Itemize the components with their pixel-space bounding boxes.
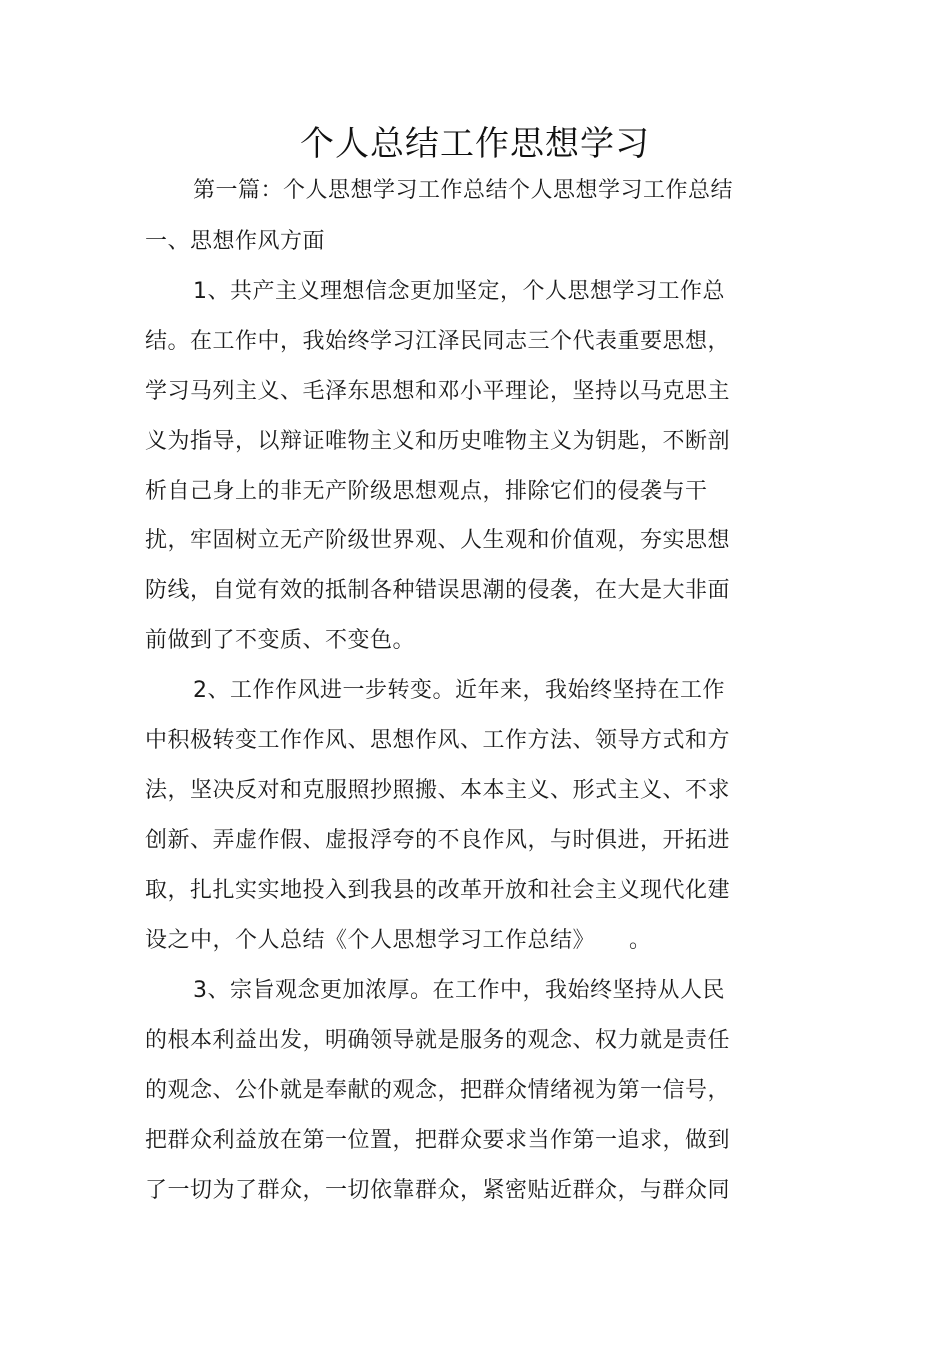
text-line: 扰，牢固树立无产阶级世界观、人生观和价值观，夯实思想: [145, 528, 731, 553]
text-line: 中积极转变工作作风、思想作风、工作方法、领导方式和方: [145, 728, 731, 753]
text-line: 设之中，个人总结《个人思想学习工作总结》 。: [145, 928, 652, 953]
text-line: 前做到了不变质、不变色。: [145, 628, 416, 653]
text-line: 创新、弄虚作假、虚报浮夸的不良作风，与时俱进，开拓进: [145, 828, 731, 853]
document-title: 个人总结工作思想学习: [300, 124, 650, 164]
section-heading: 一、思想作风方面: [145, 229, 326, 254]
text-line: 的根本利益出发，明确领导就是服务的观念、权力就是责任: [145, 1028, 731, 1053]
text-line: 学习马列主义、毛泽东思想和邓小平理论，坚持以马克思主: [145, 379, 731, 404]
text-line: 义为指导，以辩证唯物主义和历史唯物主义为钥匙，不断剖: [145, 429, 731, 454]
text-line: 法，坚决反对和克服照抄照搬、本本主义、形式主义、不求: [145, 778, 731, 803]
text-line: 1、共产主义理想信念更加坚定，个人思想学习工作总: [193, 279, 725, 304]
text-line: 了一切为了群众，一切依靠群众，紧密贴近群众，与群众同: [145, 1178, 731, 1203]
text-line: 第一篇：个人思想学习工作总结个人思想学习工作总结: [193, 178, 734, 203]
text-line: 取，扎扎实实地投入到我县的改革开放和社会主义现代化建: [145, 878, 731, 903]
text-line: 析自己身上的非无产阶级思想观点，排除它们的侵袭与干: [145, 479, 708, 504]
text-line: 3、宗旨观念更加浓厚。在工作中，我始终坚持从人民: [193, 978, 725, 1003]
text-line: 2、工作作风进一步转变。近年来，我始终坚持在工作: [193, 678, 725, 703]
text-line: 把群众利益放在第一位置，把群众要求当作第一追求，做到: [145, 1128, 731, 1153]
text-line: 防线，自觉有效的抵制各种错误思潮的侵袭，在大是大非面: [145, 578, 731, 603]
text-line: 结。在工作中，我始终学习江泽民同志三个代表重要思想，: [145, 329, 731, 354]
text-line: 的观念、公仆就是奉献的观念，把群众情绪视为第一信号，: [145, 1078, 731, 1103]
